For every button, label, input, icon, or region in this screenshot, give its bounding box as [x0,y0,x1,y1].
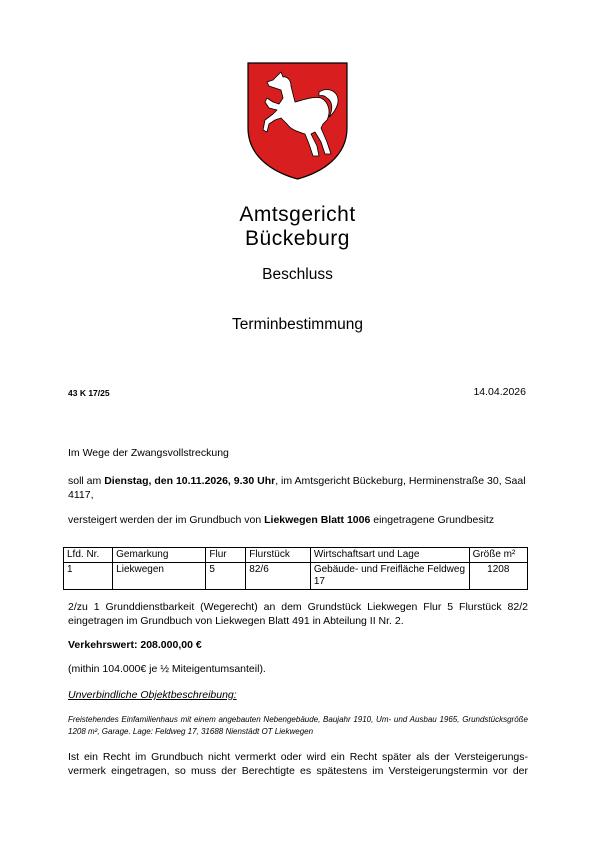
court-name-line1: Amtsgericht [239,203,356,226]
document-date: 14.04.2026 [473,386,526,398]
lower-saxony-horse-crest-icon [247,62,348,180]
appointment-prefix: soll am [68,475,105,487]
col-header-flurstueck: Flurstück [246,548,311,563]
share-paragraph: (mithin 104.000€ je ½ Miteigentumsanteil). [68,663,266,675]
easement-paragraph: 2/zu 1 Grunddienstbarkeit (Wegerecht) an dem Grundstück Liekwegen Flur 5 Flurstück 82/2 eingetragen im Grundbuch von Liekwegen Blatt 491 in Abteilung II Nr. 2. [68,601,528,627]
case-number: 43 K 17/25 [68,388,110,398]
auction-suffix: eingetragene Grundbesitz [370,514,495,526]
property-table [63,547,528,590]
appointment-paragraph [68,474,528,502]
cell-gemarkung: Liekwegen [113,563,206,590]
col-header-flur: Flur [206,548,246,563]
land-register-sheet: Liekwegen Blatt 1006 [264,514,371,526]
col-header-gemarkung: Gemarkung [113,548,206,563]
col-header-groesse: Größe m² [469,548,527,563]
object-description-text: Freistehendes Einfamilienhaus mit einem angebauten Nebengebäude, Baujahr 1910, Um- und Ausbau 1965, Grundstücksgröße 1208 m², Garage. Lage: Feldweg 17, 31688 Nienstädt OT Liekwegen [68,715,528,736]
cell-groesse: 1208 [469,563,527,590]
auction-paragraph [68,513,528,527]
object-description-heading: Unverbindliche Objektbeschreibung: [68,689,237,701]
cell-lage: Gebäude- und Freifläche Feldweg 17 [310,563,469,590]
col-header-lage: Wirtschaftsart und Lage [310,548,469,563]
appointment-location: , im Amtsgericht Bückeburg, Herminenstraße 30, Saal 4117, [68,475,526,501]
table-row [64,563,528,590]
appointment-datetime: Dienstag, den 10.11.2026, 9.30 Uhr [104,475,276,487]
notice-paragraph: Ist ein Recht im Grundbuch nicht vermerkt oder wird ein Recht später als der Versteigerungs-vermerk eingetragen, so muss der Berechtigte es spätestens im Versteigerungstermin vor der [68,751,528,777]
cell-flurstueck: 82/6 [246,563,311,590]
court-name-line2: Bückeburg [245,227,350,250]
market-value: Verkehrswert: 208.000,00 € [68,639,202,651]
document-subject-heading: Terminbestimmung [232,316,363,333]
document-type-heading: Beschluss [262,266,333,283]
table-header-row [64,548,528,563]
auction-prefix: versteigert werden der im Grundbuch von [68,514,265,526]
col-header-nr: Lfd. Nr. [64,548,113,563]
cell-flur: 5 [206,563,246,590]
intro-paragraph: Im Wege der Zwangsvollstreckung [68,447,229,459]
cell-nr: 1 [64,563,113,590]
